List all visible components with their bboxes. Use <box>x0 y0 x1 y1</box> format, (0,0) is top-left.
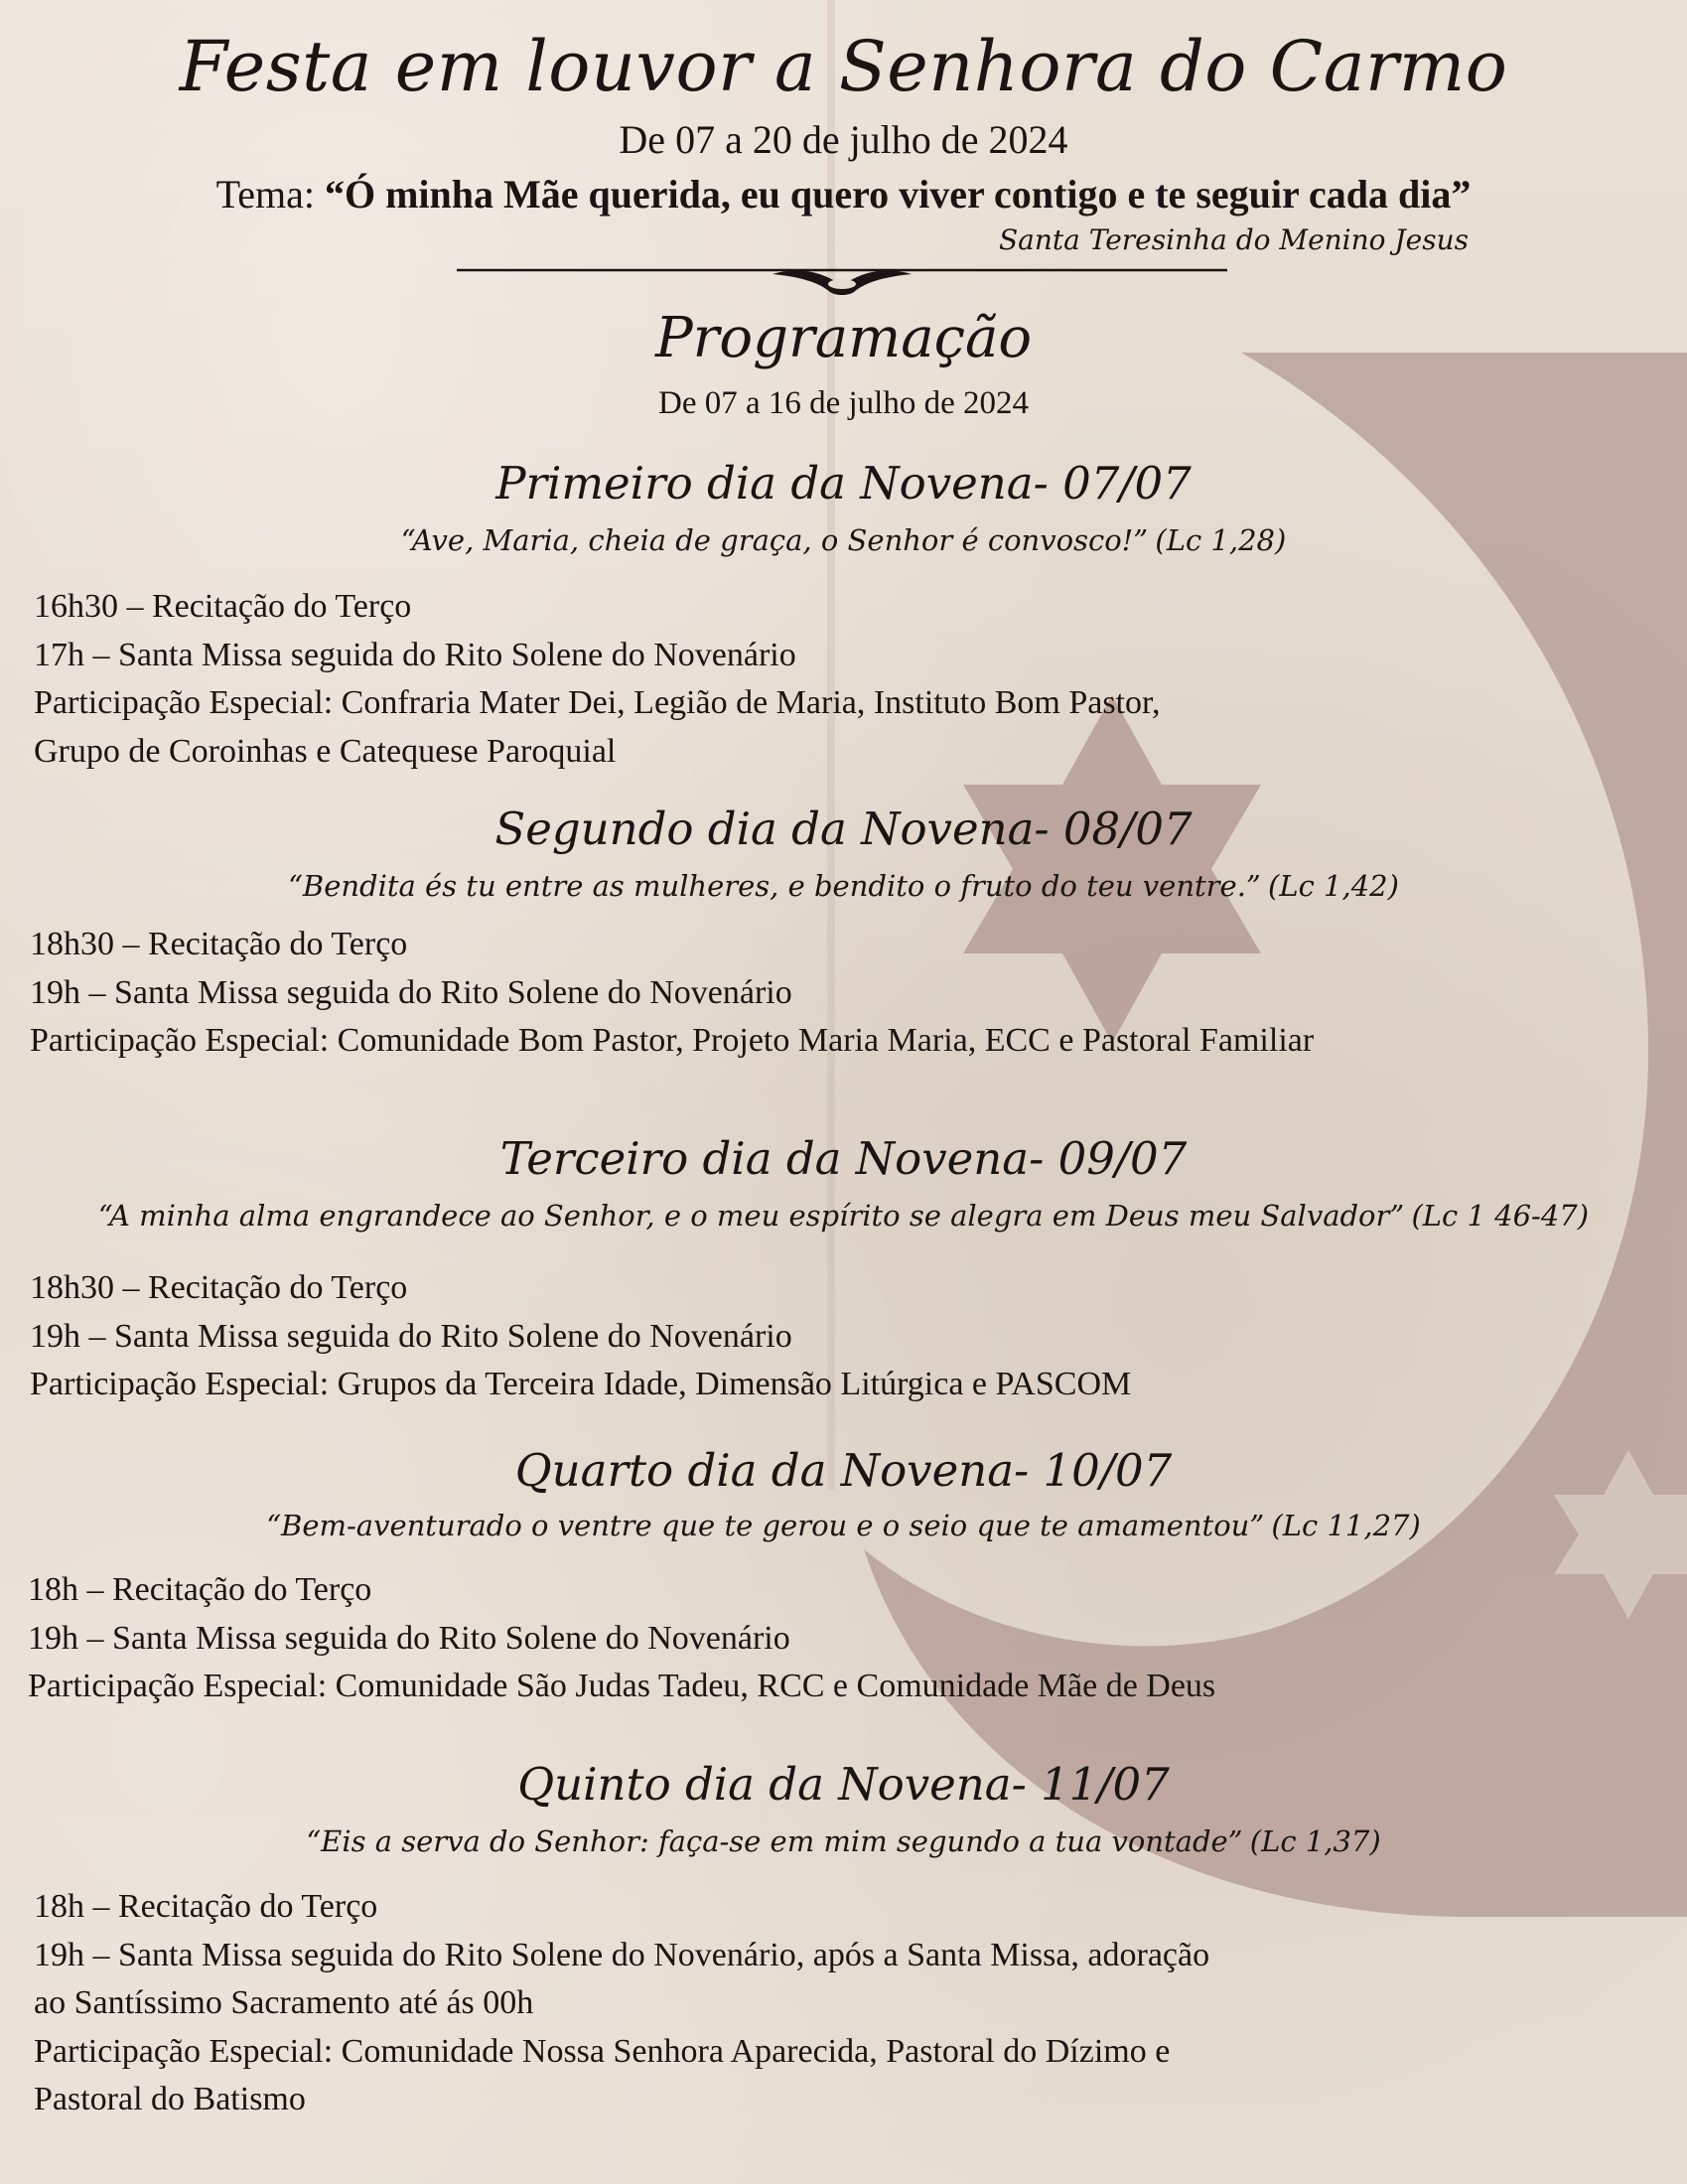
quote-reference: (Lc 1,28) <box>1155 523 1287 557</box>
day-quote <box>0 1821 1687 1862</box>
day-quote <box>0 1506 1687 1546</box>
schedule-line: Pastoral do Batismo <box>34 2081 306 2117</box>
schedule-line: ao Santíssimo Sacramento até ás 00h <box>34 1984 534 2021</box>
schedule-line: Participação Especial: Confraria Mater Dei, Legião de Maria, Instituto Bom Pastor, <box>34 684 1161 721</box>
quote-text: “A minha alma engrandece ao Senhor, e o meu espírito se alegra em Deus meu Salvador” <box>97 1199 1405 1233</box>
theme-author: Santa Teresinha do Menino Jesus <box>998 223 1469 256</box>
program-title: Programação <box>654 306 1033 370</box>
schedule-line: 16h30 – Recitação do Terço <box>34 588 412 625</box>
schedule-line: Participação Especial: Comunidade Nossa Senhora Aparecida, Pastoral do Dízimo e <box>34 2032 1171 2070</box>
day-heading: Primeiro dia da Novena- 07/07 <box>495 457 1192 510</box>
day-schedule <box>30 1264 1131 1409</box>
day-heading: Segundo dia da Novena- 08/07 <box>494 802 1193 855</box>
quote-text: “Eis a serva do Senhor: faça-se em mim segundo a tua vontade” <box>306 1824 1243 1858</box>
ornament-divider <box>457 266 1227 302</box>
schedule-line: 18h30 – Recitação do Terço <box>30 1269 408 1306</box>
schedule-line: 19h – Santa Missa seguida do Rito Solene do Novenário, após a Santa Missa, adoração <box>34 1936 1210 1973</box>
schedule-line: 18h – Recitação do Terço <box>34 1888 378 1925</box>
day-quote <box>0 866 1687 907</box>
quote-reference: (Lc 1,37) <box>1249 1824 1381 1858</box>
quote-text: “Bem-aventurado o ventre que te gerou e o seio que te amamentou” <box>266 1509 1265 1542</box>
schedule-line: 19h – Santa Missa seguida do Rito Solene do Novenário <box>30 1317 792 1355</box>
schedule-line: 18h30 – Recitação do Terço <box>30 926 408 962</box>
day-schedule <box>34 1883 1209 2124</box>
event-dates: De 07 a 20 de julho de 2024 <box>619 117 1068 162</box>
day-quote <box>0 520 1687 561</box>
quote-reference: (Lc 1 46-47) <box>1411 1199 1590 1233</box>
day-heading: Terceiro dia da Novena- 09/07 <box>499 1132 1188 1185</box>
quote-text: “Ave, Maria, cheia de graça, o Senhor é convosco!” <box>400 523 1149 557</box>
schedule-line: Participação Especial: Comunidade Bom Pastor, Projeto Maria Maria, ECC e Pastoral Familiar <box>30 1022 1315 1059</box>
day-heading: Quinto dia da Novena- 11/07 <box>517 1758 1170 1811</box>
day-schedule <box>28 1566 1215 1711</box>
event-title: Festa em louvor a Senhora do Carmo <box>179 26 1508 107</box>
schedule-line: Participação Especial: Comunidade São Judas Tadeu, RCC e Comunidade Mãe de Deus <box>28 1668 1216 1704</box>
quote-reference: (Lc 11,27) <box>1271 1509 1421 1542</box>
day-heading: Quarto dia da Novena- 10/07 <box>514 1444 1173 1497</box>
day-schedule <box>34 583 1160 776</box>
event-theme <box>0 169 1687 220</box>
schedule-line: 19h – Santa Missa seguida do Rito Solene do Novenário <box>28 1619 790 1657</box>
quote-reference: (Lc 1,42) <box>1268 869 1399 903</box>
schedule-line: 17h – Santa Missa seguida do Rito Solene do Novenário <box>34 636 796 673</box>
day-schedule <box>30 921 1314 1066</box>
schedule-line: Grupo de Coroinhas e Catequese Paroquial <box>34 732 617 770</box>
program-dates: De 07 a 16 de julho de 2024 <box>657 385 1029 421</box>
theme-text: “Ó minha Mãe querida, eu quero viver contigo e te seguir cada dia” <box>324 172 1472 217</box>
theme-label: Tema: <box>215 172 315 217</box>
quote-text: “Bendita és tu entre as mulheres, e bendito o fruto do teu ventre.” <box>288 869 1261 903</box>
day-quote <box>0 1196 1687 1237</box>
schedule-line: 19h – Santa Missa seguida do Rito Solene do Novenário <box>30 973 792 1011</box>
schedule-line: Participação Especial: Grupos da Terceira Idade, Dimensão Litúrgica e PASCOM <box>30 1366 1132 1402</box>
schedule-line: 18h – Recitação do Terço <box>28 1571 372 1608</box>
